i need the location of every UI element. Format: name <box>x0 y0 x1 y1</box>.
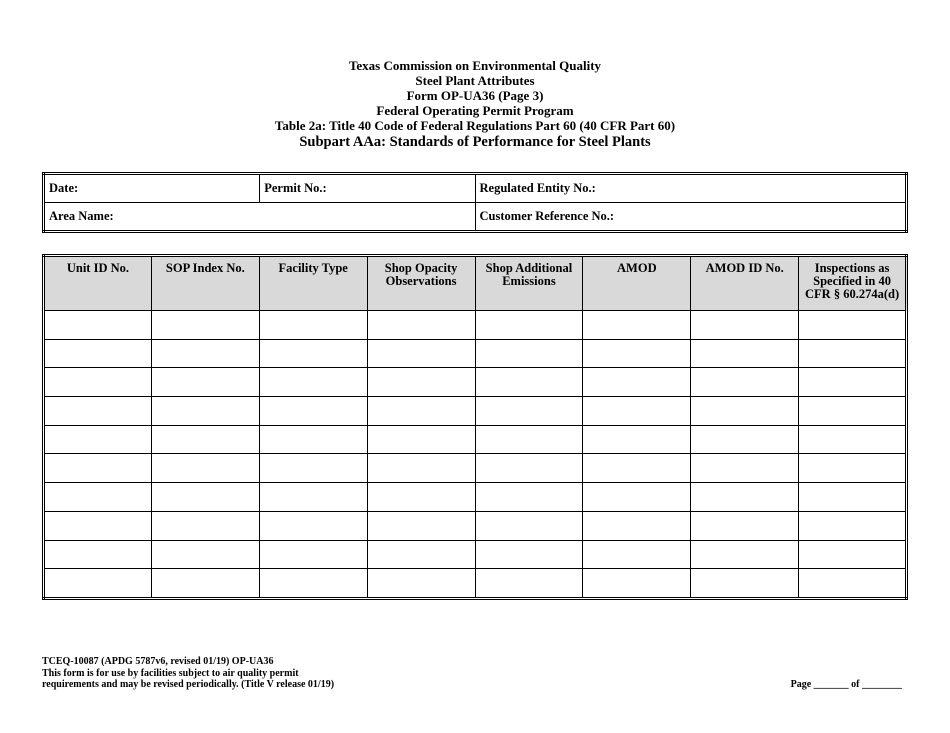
table-row <box>44 540 907 569</box>
permit-label: Permit No.: <box>264 181 327 195</box>
table-cell[interactable] <box>475 569 583 599</box>
table-cell[interactable] <box>367 511 475 540</box>
table-cell[interactable] <box>44 425 152 454</box>
table-cell[interactable] <box>583 368 691 397</box>
table-cell[interactable] <box>799 339 907 368</box>
table-cell[interactable] <box>151 425 259 454</box>
table-cell[interactable] <box>799 511 907 540</box>
area-name-field[interactable] <box>44 203 476 232</box>
subpart-title: Subpart AAa: Standards of Performance for Steel Plants <box>299 134 651 150</box>
table-cell[interactable] <box>259 368 367 397</box>
table-cell[interactable] <box>367 397 475 426</box>
table-cell[interactable] <box>475 339 583 368</box>
table-cell[interactable] <box>151 569 259 599</box>
column-header: Unit ID No. <box>44 256 152 311</box>
table-cell[interactable] <box>691 368 799 397</box>
table-cell[interactable] <box>691 311 799 340</box>
header-row <box>44 256 907 311</box>
table-cell[interactable] <box>799 569 907 599</box>
table-cell[interactable] <box>259 483 367 512</box>
table-cell[interactable] <box>151 397 259 426</box>
footer-note-1: This form is for use by facilities subject to air quality permit <box>42 667 299 679</box>
table-cell[interactable] <box>799 454 907 483</box>
table-cell[interactable] <box>691 454 799 483</box>
customer-ref-label: Customer Reference No.: <box>479 209 615 223</box>
table-row <box>44 425 907 454</box>
table-cell[interactable] <box>799 425 907 454</box>
table-cell[interactable] <box>44 397 152 426</box>
table-cell[interactable] <box>259 311 367 340</box>
regulated-entity-label: Regulated Entity No.: <box>479 181 596 195</box>
table-cell[interactable] <box>367 540 475 569</box>
table-cell[interactable] <box>367 339 475 368</box>
table-cell[interactable] <box>583 397 691 426</box>
column-header: Facility Type <box>259 256 367 311</box>
date-label: Date: <box>49 181 79 195</box>
table-cell[interactable] <box>475 425 583 454</box>
table-row <box>44 454 907 483</box>
table-row <box>44 311 907 340</box>
form-footer <box>42 656 334 691</box>
table-cell[interactable] <box>691 397 799 426</box>
table-cell[interactable] <box>799 311 907 340</box>
table-cell[interactable] <box>44 368 152 397</box>
table-cell[interactable] <box>259 397 367 426</box>
form-subject: Steel Plant Attributes <box>415 73 535 88</box>
table-cell[interactable] <box>259 540 367 569</box>
column-header: SOP Index No. <box>151 256 259 311</box>
table-cell[interactable] <box>367 368 475 397</box>
table-cell[interactable] <box>259 339 367 368</box>
table-cell[interactable] <box>475 311 583 340</box>
table-cell[interactable] <box>475 540 583 569</box>
table-cell[interactable] <box>691 483 799 512</box>
table-cell[interactable] <box>151 454 259 483</box>
table-cell[interactable] <box>475 454 583 483</box>
table-cell[interactable] <box>44 311 152 340</box>
table-cell[interactable] <box>583 569 691 599</box>
attributes-table <box>42 254 908 600</box>
area-name-label: Area Name: <box>49 209 114 223</box>
table-cell[interactable] <box>691 425 799 454</box>
footer-form-id: TCEQ-10087 (APDG 5787v6, revised 01/19) OP-UA36 <box>42 656 274 667</box>
table-cell[interactable] <box>475 483 583 512</box>
table-cell[interactable] <box>475 368 583 397</box>
column-header: Shop Opacity Observations <box>367 256 475 311</box>
table-cell[interactable] <box>583 425 691 454</box>
table-cell[interactable] <box>583 540 691 569</box>
table-cell[interactable] <box>44 511 152 540</box>
table-cell[interactable] <box>583 511 691 540</box>
date-field[interactable] <box>44 174 260 203</box>
table-cell[interactable] <box>583 339 691 368</box>
permit-field[interactable] <box>260 174 475 203</box>
table-row <box>44 397 907 426</box>
column-header: Inspections as Specified in 40 CFR § 60.274a(d) <box>799 256 907 311</box>
table-row <box>44 339 907 368</box>
table-cell[interactable] <box>691 339 799 368</box>
table-cell[interactable] <box>367 425 475 454</box>
regulated-entity-field[interactable] <box>475 174 906 203</box>
table-title: Table 2a: Title 40 Code of Federal Regulations Part 60 (40 CFR Part 60) <box>274 118 676 133</box>
table-cell[interactable] <box>691 511 799 540</box>
info-table <box>42 172 908 233</box>
customer-ref-field[interactable] <box>475 203 906 232</box>
table-row <box>44 483 907 512</box>
table-cell[interactable] <box>151 368 259 397</box>
table-row <box>44 368 907 397</box>
table-cell[interactable] <box>799 540 907 569</box>
table-cell[interactable] <box>367 483 475 512</box>
table-cell[interactable] <box>259 454 367 483</box>
column-header: AMOD ID No. <box>691 256 799 311</box>
table-cell[interactable] <box>151 311 259 340</box>
table-cell[interactable] <box>367 454 475 483</box>
table-cell[interactable] <box>367 311 475 340</box>
table-cell[interactable] <box>367 569 475 599</box>
table-cell[interactable] <box>583 454 691 483</box>
column-header: Shop Additional Emissions <box>475 256 583 311</box>
table-cell[interactable] <box>475 511 583 540</box>
table-cell[interactable] <box>151 483 259 512</box>
column-header: AMOD <box>583 256 691 311</box>
table-cell[interactable] <box>151 511 259 540</box>
table-cell[interactable] <box>44 483 152 512</box>
table-cell[interactable] <box>583 311 691 340</box>
table-cell[interactable] <box>691 569 799 599</box>
program-name: Federal Operating Permit Program <box>376 103 574 118</box>
table-cell[interactable] <box>44 339 152 368</box>
table-cell[interactable] <box>151 540 259 569</box>
table-cell[interactable] <box>44 540 152 569</box>
agency-title: Texas Commission on Environmental Quality <box>348 58 602 73</box>
table-row <box>44 511 907 540</box>
table-cell[interactable] <box>44 454 152 483</box>
form-number: Form OP-UA36 (Page 3) <box>406 88 544 103</box>
table-cell[interactable] <box>475 397 583 426</box>
table-cell[interactable] <box>151 339 259 368</box>
page-number: Page _______ of ________ <box>790 679 902 690</box>
table-cell[interactable] <box>44 569 152 599</box>
table-cell[interactable] <box>259 569 367 599</box>
table-cell[interactable] <box>799 483 907 512</box>
table-cell[interactable] <box>799 368 907 397</box>
form-header <box>0 58 950 151</box>
table-cell[interactable] <box>691 540 799 569</box>
table-cell[interactable] <box>259 425 367 454</box>
table-row <box>44 569 907 599</box>
footer-note-2: requirements and may be revised periodically. (Title V release 01/19) <box>42 679 335 690</box>
table-cell[interactable] <box>583 483 691 512</box>
table-cell[interactable] <box>799 397 907 426</box>
table-cell[interactable] <box>259 511 367 540</box>
